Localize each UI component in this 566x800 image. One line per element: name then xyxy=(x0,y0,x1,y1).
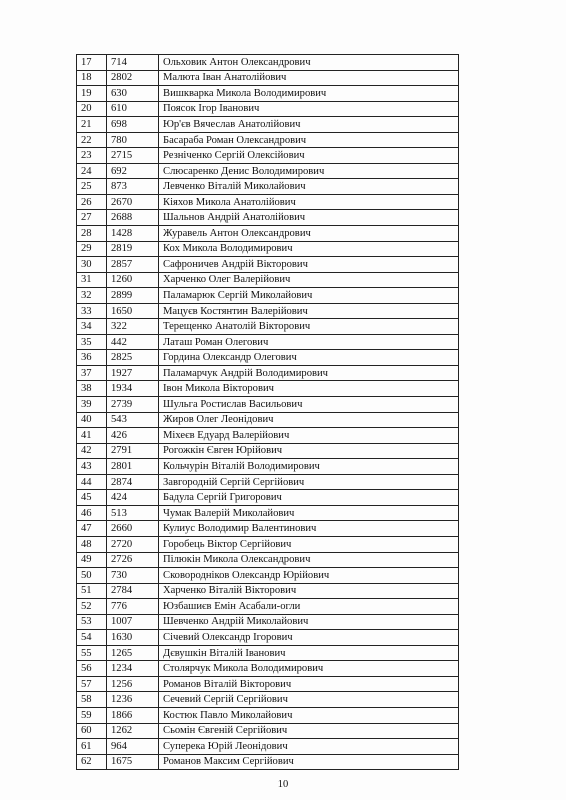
row-number-cell: 42 xyxy=(77,443,107,459)
row-code-cell: 2857 xyxy=(107,257,159,273)
row-name-cell: Рогожкін Євген Юрійович xyxy=(159,443,459,459)
row-code-cell: 322 xyxy=(107,319,159,335)
row-name-cell: Романов Максим Сергійович xyxy=(159,754,459,770)
table-row xyxy=(77,86,459,102)
table-row xyxy=(77,365,459,381)
row-code-cell: 1236 xyxy=(107,692,159,708)
row-code-cell: 424 xyxy=(107,490,159,506)
row-code-cell: 698 xyxy=(107,117,159,133)
table-row xyxy=(77,381,459,397)
row-number-cell: 35 xyxy=(77,334,107,350)
row-name-cell: Костюк Павло Миколайович xyxy=(159,707,459,723)
table-row xyxy=(77,350,459,366)
row-name-cell: Басараба Роман Олександрович xyxy=(159,132,459,148)
row-code-cell: 730 xyxy=(107,568,159,584)
row-number-cell: 44 xyxy=(77,474,107,490)
table-row xyxy=(77,319,459,335)
row-number-cell: 40 xyxy=(77,412,107,428)
row-number-cell: 59 xyxy=(77,707,107,723)
row-code-cell: 873 xyxy=(107,179,159,195)
row-code-cell: 2791 xyxy=(107,443,159,459)
row-number-cell: 48 xyxy=(77,536,107,552)
row-name-cell: Сечевий Сергій Сергійович xyxy=(159,692,459,708)
row-name-cell: Кох Микола Володимирович xyxy=(159,241,459,257)
row-name-cell: Шевченко Андрій Миколайович xyxy=(159,614,459,630)
row-code-cell: 2670 xyxy=(107,194,159,210)
row-number-cell: 28 xyxy=(77,226,107,242)
table-row xyxy=(77,288,459,304)
row-number-cell: 36 xyxy=(77,350,107,366)
row-code-cell: 692 xyxy=(107,163,159,179)
row-number-cell: 32 xyxy=(77,288,107,304)
table-row xyxy=(77,676,459,692)
row-name-cell: Сафроничев Андрій Вікторович xyxy=(159,257,459,273)
row-name-cell: Бадула Сергій Григорович xyxy=(159,490,459,506)
table-row xyxy=(77,661,459,677)
row-code-cell: 2660 xyxy=(107,521,159,537)
table-row xyxy=(77,163,459,179)
row-number-cell: 55 xyxy=(77,645,107,661)
row-number-cell: 38 xyxy=(77,381,107,397)
page-number: 10 xyxy=(277,779,289,790)
row-number-cell: 58 xyxy=(77,692,107,708)
row-name-cell: Слюсаренко Денис Володимирович xyxy=(159,163,459,179)
row-name-cell: Січевий Олександр Ігорович xyxy=(159,630,459,646)
row-name-cell: Чумак Валерій Миколайович xyxy=(159,505,459,521)
row-number-cell: 24 xyxy=(77,163,107,179)
row-code-cell: 2801 xyxy=(107,459,159,475)
table-row xyxy=(77,194,459,210)
table-row xyxy=(77,723,459,739)
row-name-cell: Гордина Олександр Олегович xyxy=(159,350,459,366)
row-code-cell: 2739 xyxy=(107,397,159,413)
row-number-cell: 34 xyxy=(77,319,107,335)
row-name-cell: Юр'єв Вячеслав Анатолійович xyxy=(159,117,459,133)
row-name-cell: Терещенко Анатолій Вікторович xyxy=(159,319,459,335)
row-number-cell: 25 xyxy=(77,179,107,195)
row-code-cell: 513 xyxy=(107,505,159,521)
row-name-cell: Жиров Олег Леонідович xyxy=(159,412,459,428)
row-number-cell: 18 xyxy=(77,70,107,86)
row-code-cell: 2715 xyxy=(107,148,159,164)
row-number-cell: 46 xyxy=(77,505,107,521)
row-name-cell: Малюта Іван Анатолійович xyxy=(159,70,459,86)
row-number-cell: 23 xyxy=(77,148,107,164)
table-row xyxy=(77,614,459,630)
row-name-cell: Завгородній Сергій Сергійович xyxy=(159,474,459,490)
roster-table xyxy=(76,54,459,770)
row-name-cell: Пілюкін Микола Олександрович xyxy=(159,552,459,568)
row-code-cell: 964 xyxy=(107,739,159,755)
table-row xyxy=(77,443,459,459)
row-code-cell: 2720 xyxy=(107,536,159,552)
table-row xyxy=(77,272,459,288)
roster-table-body xyxy=(77,55,459,770)
table-row xyxy=(77,630,459,646)
table-row xyxy=(77,645,459,661)
table-row xyxy=(77,101,459,117)
table-row xyxy=(77,241,459,257)
row-name-cell: Столярчук Микола Володимирович xyxy=(159,661,459,677)
row-name-cell: Романов Віталій Вікторович xyxy=(159,676,459,692)
row-number-cell: 20 xyxy=(77,101,107,117)
row-number-cell: 51 xyxy=(77,583,107,599)
table-row xyxy=(77,521,459,537)
row-code-cell: 1256 xyxy=(107,676,159,692)
row-code-cell: 776 xyxy=(107,599,159,615)
row-code-cell: 1260 xyxy=(107,272,159,288)
row-number-cell: 49 xyxy=(77,552,107,568)
table-row xyxy=(77,70,459,86)
row-name-cell: Поясок Ігор Іванович xyxy=(159,101,459,117)
table-row xyxy=(77,583,459,599)
row-code-cell: 1428 xyxy=(107,226,159,242)
row-number-cell: 33 xyxy=(77,303,107,319)
row-code-cell: 2802 xyxy=(107,70,159,86)
row-number-cell: 61 xyxy=(77,739,107,755)
row-code-cell: 1262 xyxy=(107,723,159,739)
row-code-cell: 1007 xyxy=(107,614,159,630)
row-code-cell: 1675 xyxy=(107,754,159,770)
table-row xyxy=(77,397,459,413)
row-code-cell: 2784 xyxy=(107,583,159,599)
row-code-cell: 1650 xyxy=(107,303,159,319)
row-code-cell: 2899 xyxy=(107,288,159,304)
row-code-cell: 780 xyxy=(107,132,159,148)
table-row xyxy=(77,117,459,133)
table-row xyxy=(77,692,459,708)
row-name-cell: Ольховик Антон Олександрович xyxy=(159,55,459,71)
row-name-cell: Резніченко Сергій Олексійович xyxy=(159,148,459,164)
row-code-cell: 1630 xyxy=(107,630,159,646)
row-code-cell: 1927 xyxy=(107,365,159,381)
table-row xyxy=(77,210,459,226)
row-name-cell: Сьомін Євгеній Сергійович xyxy=(159,723,459,739)
table-row xyxy=(77,739,459,755)
row-number-cell: 26 xyxy=(77,194,107,210)
row-name-cell: Кулиус Володимир Валентинович xyxy=(159,521,459,537)
row-number-cell: 45 xyxy=(77,490,107,506)
row-number-cell: 17 xyxy=(77,55,107,71)
row-name-cell: Вишкварка Микола Володимирович xyxy=(159,86,459,102)
row-name-cell: Мацуєв Костянтин Валерійович xyxy=(159,303,459,319)
row-name-cell: Суперека Юрій Леонідович xyxy=(159,739,459,755)
row-name-cell: Журавель Антон Олександрович xyxy=(159,226,459,242)
row-code-cell: 426 xyxy=(107,428,159,444)
row-number-cell: 30 xyxy=(77,257,107,273)
row-number-cell: 31 xyxy=(77,272,107,288)
row-number-cell: 37 xyxy=(77,365,107,381)
row-number-cell: 29 xyxy=(77,241,107,257)
row-code-cell: 2726 xyxy=(107,552,159,568)
row-name-cell: Харченко Олег Валерійович xyxy=(159,272,459,288)
row-name-cell: Латаш Роман Олегович xyxy=(159,334,459,350)
table-row xyxy=(77,303,459,319)
table-row xyxy=(77,226,459,242)
row-code-cell: 2825 xyxy=(107,350,159,366)
row-name-cell: Івон Микола Вікторович xyxy=(159,381,459,397)
row-name-cell: Дєвушкін Віталій Іванович xyxy=(159,645,459,661)
row-name-cell: Харченко Віталій Вікторович xyxy=(159,583,459,599)
row-code-cell: 2819 xyxy=(107,241,159,257)
table-row xyxy=(77,148,459,164)
row-name-cell: Паламарчук Андрій Володимирович xyxy=(159,365,459,381)
table-row xyxy=(77,568,459,584)
table-row xyxy=(77,552,459,568)
table-row xyxy=(77,55,459,71)
row-code-cell: 714 xyxy=(107,55,159,71)
row-number-cell: 22 xyxy=(77,132,107,148)
row-code-cell: 1234 xyxy=(107,661,159,677)
row-name-cell: Сковородніков Олександр Юрійович xyxy=(159,568,459,584)
row-name-cell: Шульга Ростислав Васильович xyxy=(159,397,459,413)
row-code-cell: 2874 xyxy=(107,474,159,490)
row-number-cell: 57 xyxy=(77,676,107,692)
row-code-cell: 630 xyxy=(107,86,159,102)
row-code-cell: 543 xyxy=(107,412,159,428)
row-code-cell: 2688 xyxy=(107,210,159,226)
row-number-cell: 43 xyxy=(77,459,107,475)
table-row xyxy=(77,428,459,444)
table-row xyxy=(77,334,459,350)
row-name-cell: Міхеєв Едуард Валерійович xyxy=(159,428,459,444)
row-name-cell: Юзбашиєв Емін Асабали-огли xyxy=(159,599,459,615)
table-row xyxy=(77,505,459,521)
row-code-cell: 442 xyxy=(107,334,159,350)
row-number-cell: 52 xyxy=(77,599,107,615)
row-number-cell: 39 xyxy=(77,397,107,413)
row-number-cell: 50 xyxy=(77,568,107,584)
row-name-cell: Горобець Віктор Сергійович xyxy=(159,536,459,552)
row-number-cell: 27 xyxy=(77,210,107,226)
row-number-cell: 56 xyxy=(77,661,107,677)
row-name-cell: Левченко Віталій Миколайович xyxy=(159,179,459,195)
row-number-cell: 21 xyxy=(77,117,107,133)
table-row xyxy=(77,459,459,475)
row-name-cell: Паламарюк Сергій Миколайович xyxy=(159,288,459,304)
row-number-cell: 62 xyxy=(77,754,107,770)
table-row xyxy=(77,257,459,273)
row-name-cell: Шальнов Андрій Анатолійович xyxy=(159,210,459,226)
row-number-cell: 47 xyxy=(77,521,107,537)
table-row xyxy=(77,707,459,723)
row-number-cell: 53 xyxy=(77,614,107,630)
row-number-cell: 54 xyxy=(77,630,107,646)
table-row xyxy=(77,179,459,195)
table-row xyxy=(77,490,459,506)
table-row xyxy=(77,412,459,428)
row-code-cell: 1934 xyxy=(107,381,159,397)
table-row xyxy=(77,132,459,148)
table-row xyxy=(77,474,459,490)
table-row xyxy=(77,754,459,770)
row-name-cell: Кольчурін Віталій Володимирович xyxy=(159,459,459,475)
row-code-cell: 610 xyxy=(107,101,159,117)
table-row xyxy=(77,536,459,552)
row-number-cell: 19 xyxy=(77,86,107,102)
row-number-cell: 41 xyxy=(77,428,107,444)
table-row xyxy=(77,599,459,615)
row-code-cell: 1265 xyxy=(107,645,159,661)
row-code-cell: 1866 xyxy=(107,707,159,723)
row-number-cell: 60 xyxy=(77,723,107,739)
row-name-cell: Кіяхов Микола Анатолійович xyxy=(159,194,459,210)
